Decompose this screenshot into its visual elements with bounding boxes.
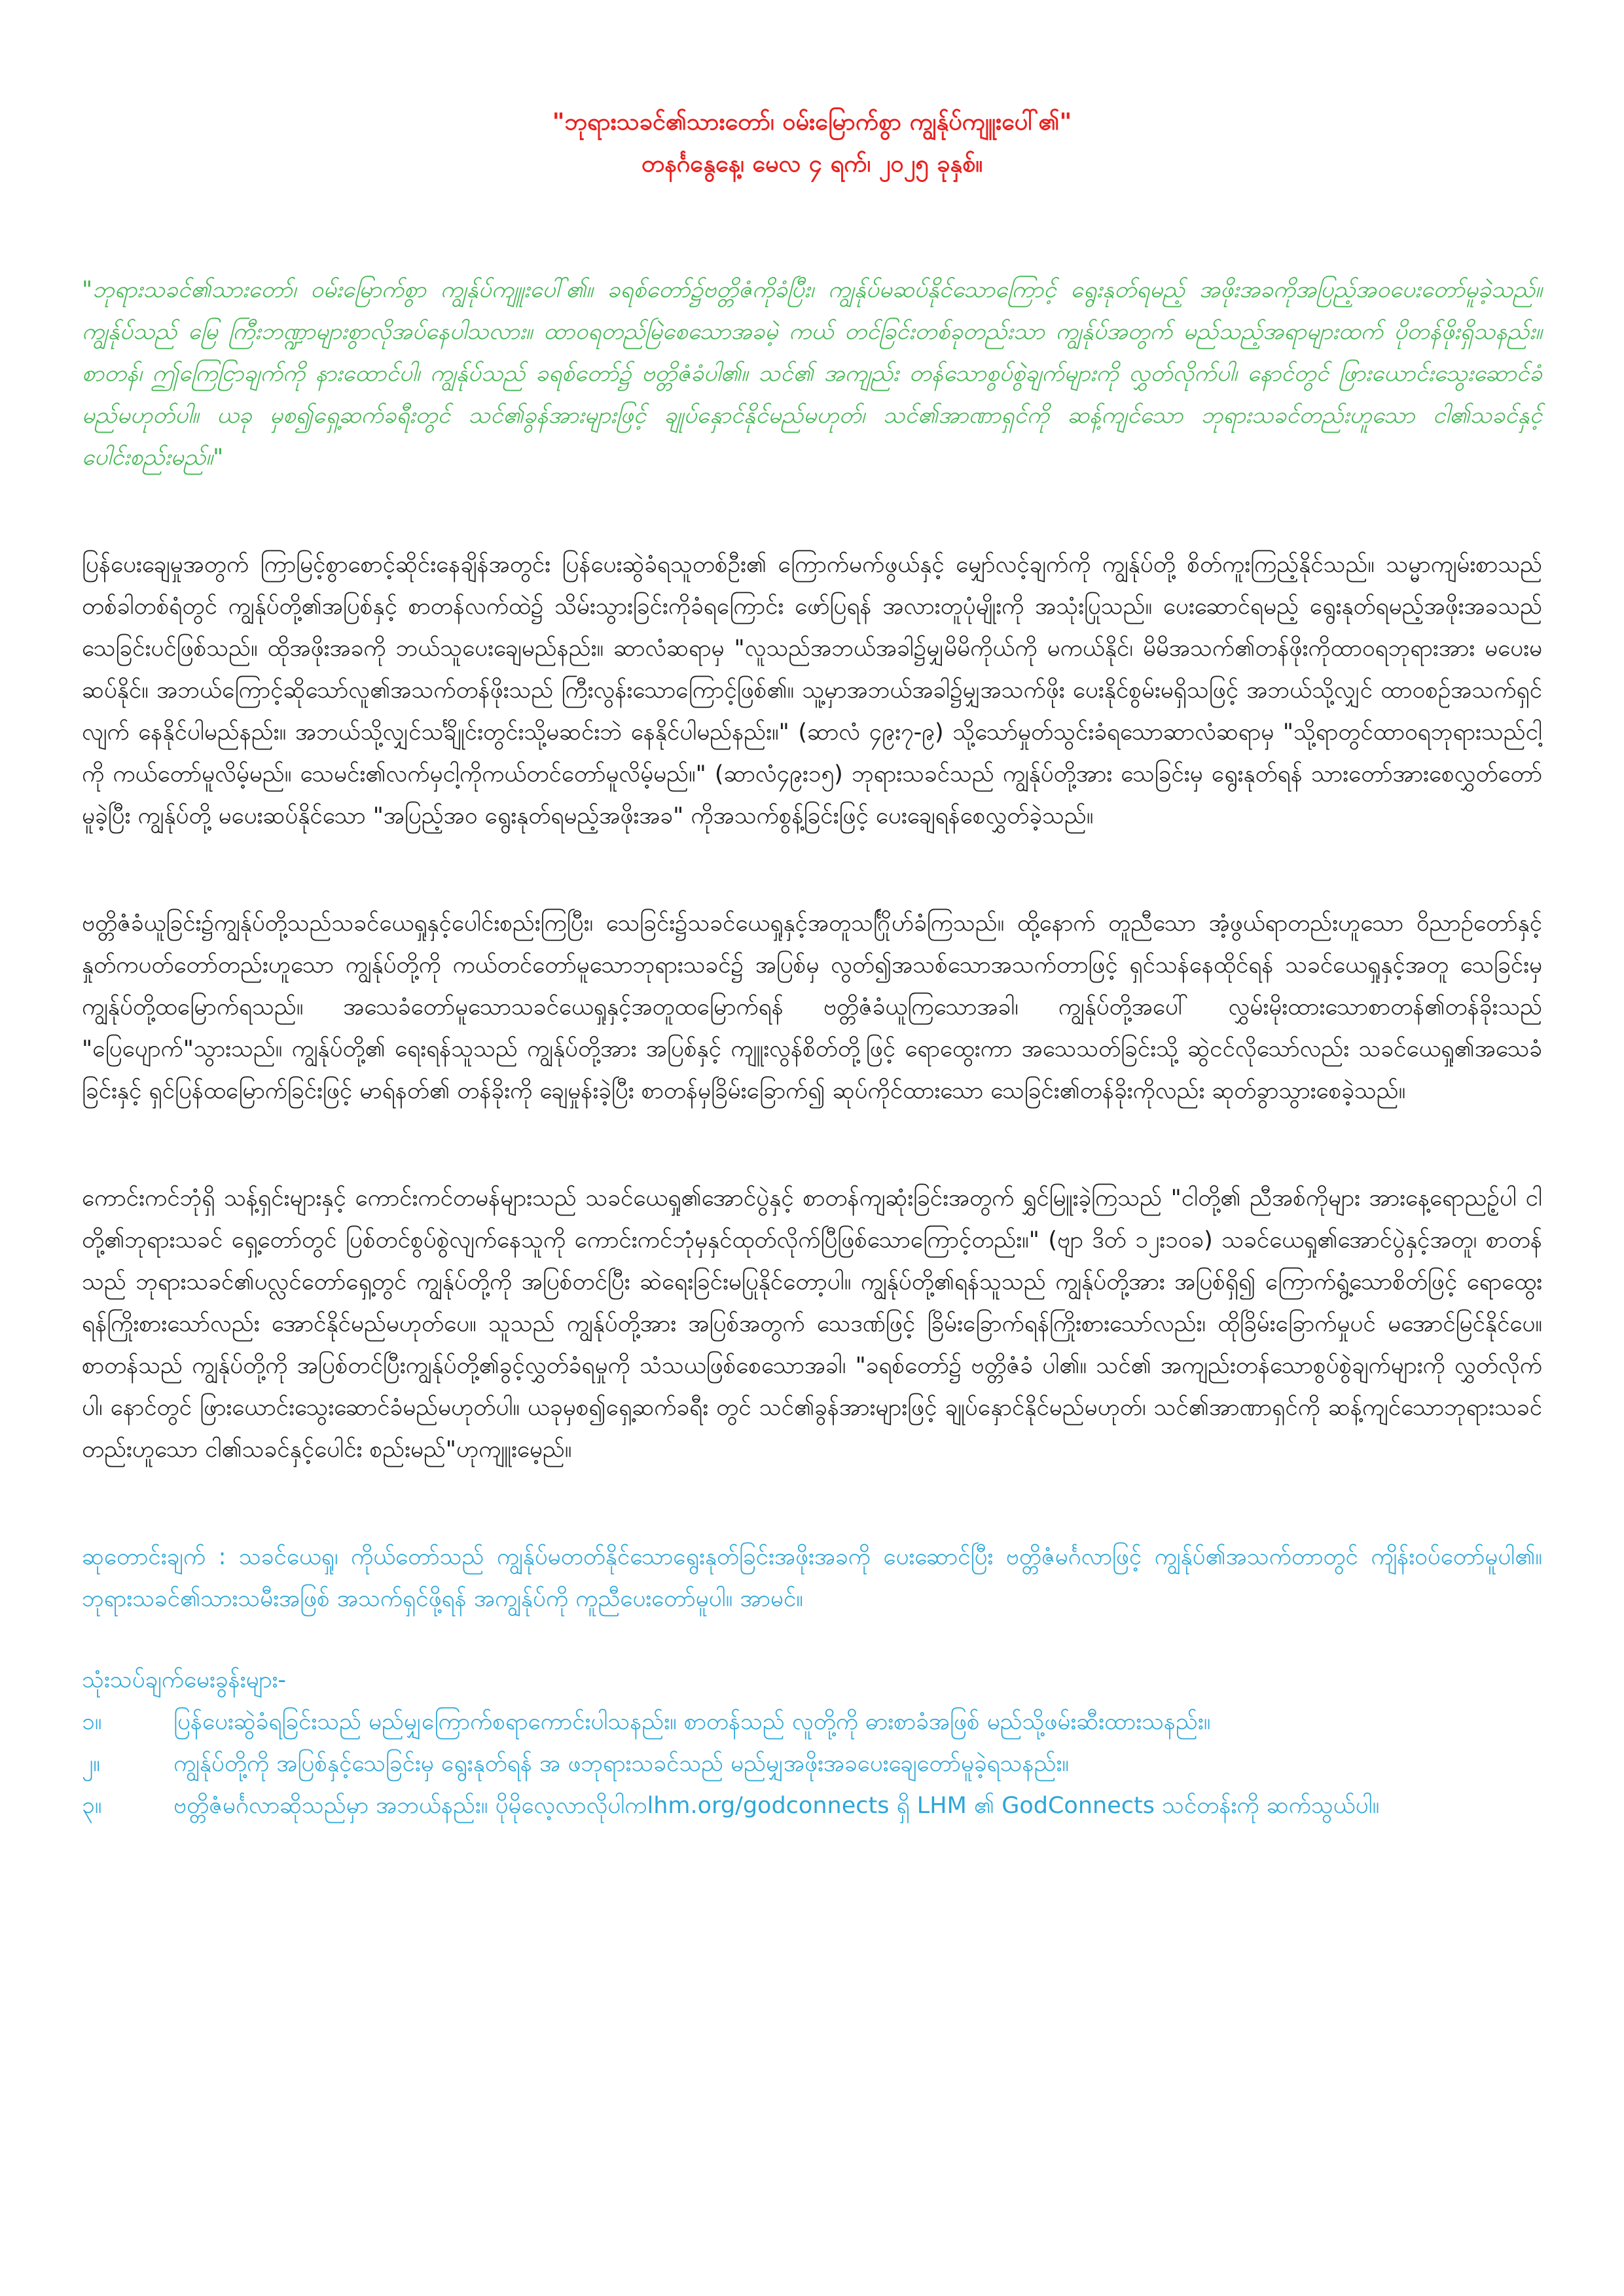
question-text: ဗတ္တိဇံမင်္ဂလာဆိုသည်မှာ အဘယ်နည်း။ ပိုမိုလေ့လာလိုပါကlhm.org/godconnects ရှိ LHM ၏ GodConnects သင်တန်းကို ဆက်သွယ်ပါ။ [173, 1793, 1380, 1819]
question-item [82, 1743, 1542, 1785]
question-number: ၁။ [82, 1709, 102, 1735]
reflection-questions [82, 1659, 1542, 1827]
body-paragraph-1: ပြန်ပေးချေမှုအတွက် ကြာမြင့်စွာစောင့်ဆိုင်းနေချိန်အတွင်း ပြန်ပေးဆွဲခံရသူတစ်ဦး၏ ကြောက်မက်ဖွယ်နှင့် မျှော်လင့်ချက်ကို ကျွန်ုပ်တို့ စိတ်ကူးကြည့်နိုင်သည်။ သမ္မာကျမ်းစာသည် တစ်ခါတစ်ရံတွင် ကျွန်ုပ်တို့၏အပြစ်နှင့် စာတန်လက်ထဲ၌ သိမ်းသွားခြင်းကိုခံရကြောင်း ဖော်ပြရန် အလားတူပုံမျိုးကို အသုံးပြုသည်။ ပေးဆောင်ရမည့် ရွေးနုတ်ရမည့်အဖိုးအခသည် သေခြင်းပင်ဖြစ်သည်။ ထိုအဖိုးအခကို ဘယ်သူပေးချေမည်နည်း။ ဆာလံဆရာမှ "လူသည်အဘယ်အခါ၌မျှမိမိကိုယ်ကို မကယ်နိုင်၊ မိမိအသက်၏တန်ဖိုးကိုထာဝရဘုရားအား မပေးမဆပ်နိုင်။ အဘယ်ကြောင့်ဆိုသော်လူ၏အသက်တန်ဖိုးသည် ကြီးလွန်းသောကြောင့်ဖြစ်၏။ သူ့မှာအဘယ်အခါ၌မျှအသက်ဖိုး ပေးနိုင်စွမ်းမရှိသဖြင့် အဘယ်သို့လျှင် ထာဝစဉ်အသက်ရှင်လျက် နေနိုင်ပါမည်နည်း။ အဘယ်သို့လျှင်သင်္ချိုင်းတွင်းသို့မဆင်းဘဲ နေနိုင်ပါမည်နည်း။" (ဆာလံ ၄၉း၇-၉) သို့သော်မှုတ်သွင်းခံရသောဆာလံဆရာမှ "သို့ရာတွင်ထာဝရဘုရားသည်ငါ့ကို ကယ်တော်မူလိမ့်မည်။ သေမင်း၏လက်မှငါ့ကိုကယ်တင်တော်မူလိမ့်မည်။" (ဆာလံ၄၉း၁၅) ဘုရားသခင်သည် ကျွန်ုပ်တို့အား သေခြင်းမှ ရွေးနုတ်ရန် သားတော်အားစေလွှတ်တော်မူခဲ့ပြီး ကျွန်ုပ်တို့ မပေးဆပ်နိုင်သော "အပြည့်အဝ ရွေးနုတ်ရမည့်အဖိုးအခ" ကိုအသက်စွန့်ခြင်းဖြင့် ပေးချေရန်စေလွှတ်ခဲ့သည်။ [82, 552, 1542, 829]
question-item [82, 1701, 1542, 1743]
question-text: ကျွန်ုပ်တို့ကို အပြစ်နှင့်သေခြင်းမှ ရွေးနုတ်ရန် အ ဖဘုရားသခင်သည် မည်မျှအဖိုးအခပေးချေတော်မူခဲ့ရသနည်း။ [173, 1751, 1069, 1777]
body-paragraph-2: ဗတ္တိဇံခံယူခြင်း၌ကျွန်ုပ်တို့သည်သခင်ယေရှုနှင့်ပေါင်းစည်းကြပြီး၊ သေခြင်း၌သခင်ယေရှုနှင့်အတူသင်္ဂြိုဟ်ခံကြသည်။ ထို့နောက် တူညီသော အံ့ဖွယ်ရာတည်းဟူသော ဝိညာဉ်တော်နှင့် နှုတ်ကပတ်တော်တည်းဟူသော ကျွန်ုပ်တို့ကို ကယ်တင်တော်မူသောဘုရားသခင်၌ အပြစ်မှ လွတ်၍အသစ်သောအသက်တာဖြင့် ရှင်သန်နေထိုင်ရန် သခင်ယေရှုနှင့်အတူ သေခြင်းမှ ကျွန်ုပ်တို့ထမြောက်ရသည်။ အသေခံတော်မူသောသခင်ယေရှုနှင့်အတူထမြောက်ရန် ဗတ္တိဇံခံယူကြသောအခါ၊ ကျွန်ုပ်တို့အပေါ် လွှမ်းမိုးထားသောစာတန်၏တန်ခိုးသည် "ပြေပျောက်"သွားသည်။ ကျွန်ုပ်တို့၏ ရေးရန်သူသည် ကျွန်ုပ်တို့အား အပြစ်နှင့် ကျူးလွန်စိတ်တို့ဖြင့် ရောထွေးကာ အသေသတ်ခြင်းသို့ ဆွဲငင်လိုသော်လည်း သခင်ယေရှု၏အသေခံခြင်းနှင့် ရှင်ပြန်ထမြောက်ခြင်းဖြင့် မာရ်နတ်၏ တန်ခိုးကို ချေမှုန်းခဲ့ပြီး စာတန်မှခြိမ်းခြောက်၍ ဆုပ်ကိုင်ထားသော သေခြင်း၏တန်ခိုးကိုလည်း ဆုတ်ခွာသွားစေခဲ့သည်။ [82, 910, 1542, 1104]
questions-list [82, 1701, 1542, 1827]
document-date: တနင်္ဂနွေနေ့၊ မေလ ၄ ရက်၊ ၂၀၂၅ ခုနှစ်။ [641, 151, 983, 177]
questions-heading: သုံးသပ်ချက်မေးခွန်းများ- [82, 1667, 287, 1693]
question-item [82, 1785, 1542, 1827]
body-paragraph-3: ကောင်းကင်ဘုံရှိ သန့်ရှင်းများနှင့် ကောင်းကင်တမန်များသည် သခင်ယေရှု၏အောင်ပွဲနှင့် စာတန်ကျဆုံးခြင်းအတွက် ရွှင်မြူးခဲ့ကြသည် "ငါတို့၏ ညီအစ်ကိုများ အားနေ့ရောညဥ့်ပါ ငါတို့၏ဘုရားသခင် ရှေ့တော်တွင် ပြစ်တင်စွပ်စွဲလျက်နေသူကို ကောင်းကင်ဘုံမှနှင်ထုတ်လိုက်ပြီဖြစ်သောကြောင့်တည်း။" (ဗျာ ဒိတ် ၁၂း၁၀ခ) သခင်ယေရှု၏အောင်ပွဲနှင့်အတူ၊ စာတန်သည် ဘုရားသခင်၏ပလ္လင်တော်ရှေ့တွင် ကျွန်ုပ်တို့ကို အပြစ်တင်ပြီး ဆဲရေးခြင်းမပြုနိုင်တော့ပါ။ ကျွန်ုပ်တို့၏ရန်သူသည် ကျွန်ုပ်တို့အား အပြစ်ရှိ၍ ကြောက်ရွံ့သောစိတ်ဖြင့် ရောထွေးရန်ကြိုးစားသော်လည်း အောင်နိုင်မည်မဟုတ်ပေ။ သူသည် ကျွန်ုပ်တို့အား အပြစ်အတွက် သေဒဏ်ဖြင့် ခြိမ်းခြောက်ရန်ကြိုးစားသော်လည်း၊ ထိုခြိမ်းခြောက်မှုပင် မအောင်မြင်နိုင်ပေ။ စာတန်သည် ကျွန်ုပ်တို့ကို အပြစ်တင်ပြီးကျွန်ုပ်တို့၏ခွင့်လွှတ်ခံရမှုကို သံသယဖြစ်စေသောအခါ၊ "ခရစ်တော်၌ ဗတ္တိဇံခံ ပါ၏။ သင်၏ အကျည်းတန်သောစွပ်စွဲချက်များကို လွှတ်လိုက်ပါ၊ နောင်တွင် ဖြားယောင်းသွေးဆောင်ခံမည်မဟုတ်ပါ။ ယခုမှစ၍ရှေ့ဆက်ခရီး တွင် သင်၏ခွန်အားများဖြင့် ချုပ်နှောင်နိုင်မည်မဟုတ်၊ သင်၏အာဏာရှင်ကို ဆန့်ကျင်သောဘုရားသခင်တည်းဟူသော ငါ၏သခင်နှင့်ပေါင်း စည်းမည်"ဟုကျူးမေ့ည်။ [82, 1185, 1542, 1463]
question-number: ၂။ [82, 1751, 100, 1777]
prayer-paragraph: ဆုတောင်းချက် : သခင်ယေရှု၊ ကိုယ်တော်သည် ကျွန်ုပ်မတတ်နိုင်သောရွေးနုတ်ခြင်းအဖိုးအခကို ပေးဆောင်ပြီး ဗတ္တိဇံမင်္ဂလာဖြင့် ကျွန်ုပ်၏အသက်တာတွင် ကျိန်းဝပ်တော်မူပါ၏။ ဘုရားသခင်၏သားသမီးအဖြစ် အသက်ရှင်ဖို့ရန် အကျွန်ုပ်ကို ကူညီပေးတော်မူပါ။ အာမင်။ [82, 1544, 1542, 1612]
question-text: ပြန်ပေးဆွဲခံရခြင်းသည် မည်မျှကြောက်စရာကောင်းပါသနည်း။ စာတန်သည် လူတို့ကို ဓားစာခံအဖြစ် မည်သို့ဖမ်းဆီးထားသနည်း။ [173, 1709, 1211, 1735]
question-number: ၃။ [82, 1793, 102, 1819]
document-title: "ဘုရားသခင်၏သားတော်၊ ဝမ်းမြောက်စွာ ကျွန်ုပ်ကျူးပေါ်၏" [552, 109, 1072, 135]
intro-quote: "ဘုရားသခင်၏သားတော်၊ ဝမ်းမြောက်စွာ ကျွန်ုပ်ကျူးပေါ်၏။ ခရစ်တော်၌ဗတ္တိဇံကိုခံပြီး၊ ကျွန်ုပ်မဆပ်နိုင်သောကြောင့် ရွေးနုတ်ရမည့် အဖိုးအခကိုအပြည့်အဝပေးတော်မူခဲ့သည်။ ကျွန်ုပ်သည် မြေ ကြီးဘဏ္ဍာများစွာလိုအပ်နေပါသလား။ ထာဝရတည်မြဲစေသောအခမဲ့ ကယ် တင်ခြင်းတစ်ခုတည်းသာ ကျွန်ုပ်အတွက် မည်သည့်အရာများထက် ပိုတန်ဖိုးရှိသနည်း။ စာတန်၊ ဤကြေငြာချက်ကို နားထောင်ပါ၊ ကျွန်ုပ်သည် ခရစ်တော်၌ ဗတ္တိဇံခံပါ၏။ သင်၏ အကျည်း တန်သောစွပ်စွဲချက်များကို လွှတ်လိုက်ပါ၊ နောင်တွင် ဖြားယောင်းသွေးဆောင်ခံမည်မဟုတ်ပါ။ ယခု မှစ၍ရှေ့ဆက်ခရီးတွင် သင်၏ခွန်အားများဖြင့် ချုပ်နှောင်နိုင်မည်မဟုတ်၊ သင်၏အာဏာရှင်ကို ဆန့်ကျင်သော ဘုရားသခင်တည်းဟူသော ငါ၏သခင်နှင့်ပေါင်းစည်းမည်။" [82, 277, 1542, 471]
